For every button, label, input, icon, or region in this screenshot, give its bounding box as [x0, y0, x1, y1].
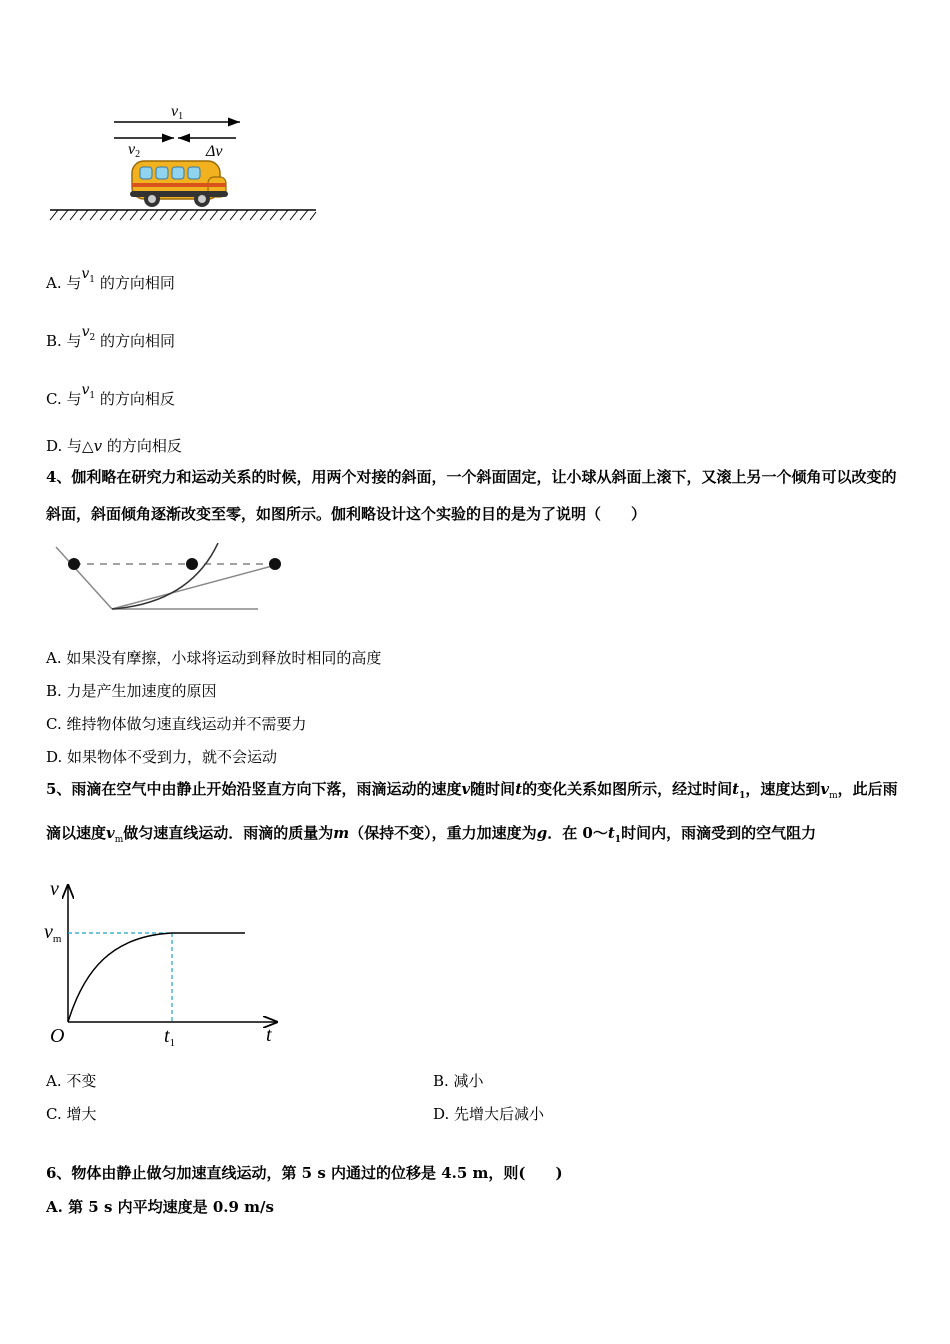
v1-label: v1 [171, 103, 184, 122]
car-velocity-figure [44, 95, 334, 225]
q3-option-d[interactable]: D. 与△v 的方向相反 [46, 437, 182, 455]
ball-middle [186, 558, 198, 570]
x-axis-label: t [266, 1024, 272, 1046]
v2-symbol: $v_2$ [81, 324, 96, 343]
q5-option-d[interactable]: D. 先增大后减小 [433, 1105, 545, 1123]
car-icon [130, 161, 228, 207]
q6-option-a[interactable]: A. 第 5 s 内平均速度是 0.9 m/s [46, 1198, 274, 1216]
v1-symbol: $v_1$ [81, 382, 96, 401]
q4-option-c[interactable]: C. 维持物体做匀速直线运动并不需要力 [46, 715, 307, 733]
ball-end [269, 558, 281, 570]
velocity-curve [68, 933, 172, 1022]
t1-label: $t_1$ [164, 1025, 176, 1049]
q4-option-a[interactable]: A. 如果没有摩擦，小球将运动到释放时相同的高度 [46, 649, 382, 667]
q4-option-d[interactable]: D. 如果物体不受到力，就不会运动 [46, 748, 278, 766]
q6-stem: 6、物体由静止做匀加速直线运动，第 5 s 内通过的位移是 4.5 m，则( ) [46, 1164, 563, 1182]
ground-hatch [50, 210, 316, 220]
q5-option-a[interactable]: A. 不变 [46, 1072, 97, 1090]
q4-stem: 4、伽利略在研究力和运动关系的时候，用两个对接的斜面，一个斜面固定，让小球从斜面上滚下，又滚上另一个倾角可以改变的斜面，斜面倾角逐渐改变至零，如图所示。伽利略设计这个实验的目的是为了说明（ ） [46, 468, 897, 523]
v1-symbol: $v_1$ [81, 266, 96, 285]
q5-option-b[interactable]: B. 减小 [433, 1072, 484, 1090]
incline-figure [50, 543, 290, 615]
dv-label: Δv [206, 143, 223, 160]
q5-option-c[interactable]: C. 增大 [46, 1105, 97, 1123]
ball-start [68, 558, 80, 570]
q5-stem: 5、雨滴在空气中由静止开始沿竖直方向下落，雨滴运动的速度v随时间t的变化关系如图所示，经过时间$t_1$，速度达到$v_m$，此后雨滴以速度$v_m$做匀速直线运动．雨滴的质量为m（保持不变），重力加速度为g．在 $0\sim t_1$时间内，雨滴受到的空气阻力 [46, 780, 898, 845]
q3-option-b[interactable]: B. 与$v_2$ 的方向相同 [46, 324, 176, 350]
y-axis-label: v [50, 878, 59, 900]
vm-label: $v_m$ [44, 921, 62, 945]
velocity-time-graph [40, 878, 290, 1050]
q3-option-c[interactable]: C. 与$v_1$ 的方向相反 [46, 382, 175, 408]
origin-label: O [50, 1025, 65, 1047]
q4-option-b[interactable]: B. 力是产生加速度的原因 [46, 682, 217, 700]
q3-option-a[interactable]: A. 与$v_1$ 的方向相同 [46, 266, 175, 292]
v2-label: v2 [128, 141, 141, 160]
